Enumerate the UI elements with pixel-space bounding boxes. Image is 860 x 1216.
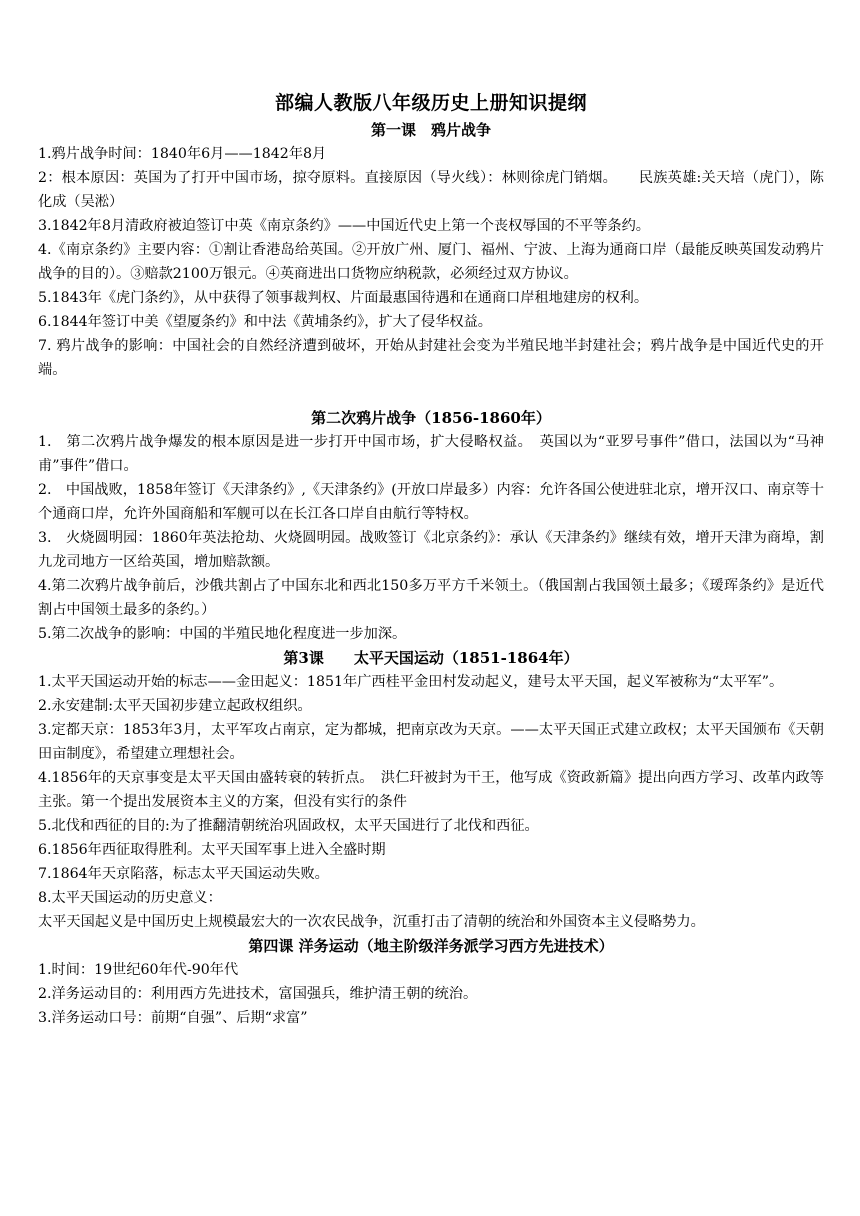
section-spacer (38, 382, 824, 406)
lesson3-point-1: 1.太平天国运动开始的标志——金田起义：1851年广西桂平金田村发动起义，建号太平天国，起义军被称为“太平军”。 (38, 674, 784, 690)
lesson3-point-5: 5.北伐和西征的目的:为了推翻清朝统治巩固政权，太平天国进行了北伐和西征。 (38, 818, 539, 834)
lesson1-heading: 第一课 鸦片战争 (370, 121, 491, 139)
lesson1-point-6: 6.1844年签订中美《望厦条约》和中法《黄埔条约》，扩大了侵华权益。 (38, 314, 492, 330)
lesson3-significance: 太平天国起义是中国历史上规模最宏大的一次农民战争，沉重打击了清朝的统治和外国资本主义侵略势力。 (38, 914, 705, 930)
lesson4-point-3: 3.洋务运动口号：前期“自强”、后期“求富” (38, 1010, 308, 1026)
lesson1-point-5: 5.1843年《虎门条约》，从中获得了领事裁判权、片面最惠国待遇和在通商口岸租地建房的权利。 (38, 290, 649, 306)
lesson2-heading: 第二次鸦片战争（1856-1860年） (311, 409, 551, 427)
lesson1-point-1: 1.鸦片战争时间：1840年6月——1842年8月 (38, 146, 327, 162)
lesson3-point-8: 8.太平天国运动的历史意义： (38, 890, 222, 906)
lesson4-point-2: 2.洋务运动目的：利用西方先进技术，富国强兵，维护清王朝的统治。 (38, 986, 478, 1002)
lesson2-point-5: 5.第二次战争的影响：中国的半殖民地化程度进一步加深。 (38, 626, 407, 642)
lesson3-point-7: 7.1864年天京陷落，标志太平天国运动失败。 (38, 866, 329, 882)
lesson3-heading: 第3课 太平天国运动（1851-1864年） (283, 649, 579, 667)
lesson4-heading: 第四课 洋务运动（地主阶级洋务派学习西方先进技术） (248, 937, 614, 955)
lesson2-point-1: 1. 第二次鸦片战争爆发的根本原因是进一步打开中国市场，扩大侵略权益。 英国以为“亚罗号事件”借口，法国以为“马神甫”事件”借口。 (38, 434, 824, 474)
lesson3-point-6: 6.1856年西征取得胜利。太平天国军事上进入全盛时期 (38, 842, 386, 858)
lesson1-point-3: 3.1842年8月清政府被迫签订中英《南京条约》——中国近代史上第一个丧权辱国的不平等条约。 (38, 218, 650, 234)
lesson2-point-2: 2. 中国战败，1858年签订《天津条约》,《天津条约》(开放口岸最多）内容：允许各国公使进驻北京，增开汉口、南京等十个通商口岸，允许外国商船和军舰可以在长江各口岸自由航行等特权。 (38, 482, 824, 522)
lesson2-point-4: 4.第二次鸦片战争前后，沙俄共割占了中国东北和西北150多万平方千米领土。（俄国割占我国领土最多；《瑷珲条约》是近代割占中国领土最多的条约。） (38, 578, 824, 618)
lesson3-point-3: 3.定都天京：1853年3月，太平军攻占南京，定为都城，把南京改为天京。——太平天国正式建立政权；太平天国颁布《天朝田亩制度》，希望建立理想社会。 (38, 722, 824, 762)
lesson4-point-1: 1.时间：19世纪60年代-90年代 (38, 962, 239, 978)
document-body (38, 88, 824, 1030)
lesson1-point-4: 4.《南京条约》主要内容：①割让香港岛给英国。②开放广州、厦门、福州、宁波、上海为通商口岸（最能反映英国发动鸦片战争的目的）。③赔款2100万银元。④英商进出口货物应纳税款，必须经过双方协议。 (38, 242, 824, 282)
lesson2-point-3: 3. 火烧圆明园：1860年英法抢劫、火烧圆明园。战败签订《北京条约》：承认《天津条约》继续有效，增开天津为商埠，割九龙司地方一区给英国，增加赔款额。 (38, 530, 824, 570)
lesson1-point-7: 7. 鸦片战争的影响：中国社会的自然经济遭到破坏，开始从封建社会变为半殖民地半封建社会；鸦片战争是中国近代史的开端。 (38, 338, 824, 378)
lesson1-point-2: 2：根本原因：英国为了打开中国市场，掠夺原料。直接原因（导火线）：林则徐虎门销烟。 民族英雄:关天培（虎门），陈化成（吴淞） (38, 170, 824, 210)
lesson3-point-4: 4.1856年的天京事变是太平天国由盛转衰的转折点。 洪仁玕被封为干王，他写成《资政新篇》提出向西方学习、改革内政等主张。第一个提出发展资本主义的方案，但没有实行的条件 (38, 770, 824, 810)
document-title: 部编人教版八年级历史上册知识提纲 (274, 92, 587, 114)
lesson3-point-2: 2.永安建制:太平天国初步建立起政权组织。 (38, 698, 312, 714)
